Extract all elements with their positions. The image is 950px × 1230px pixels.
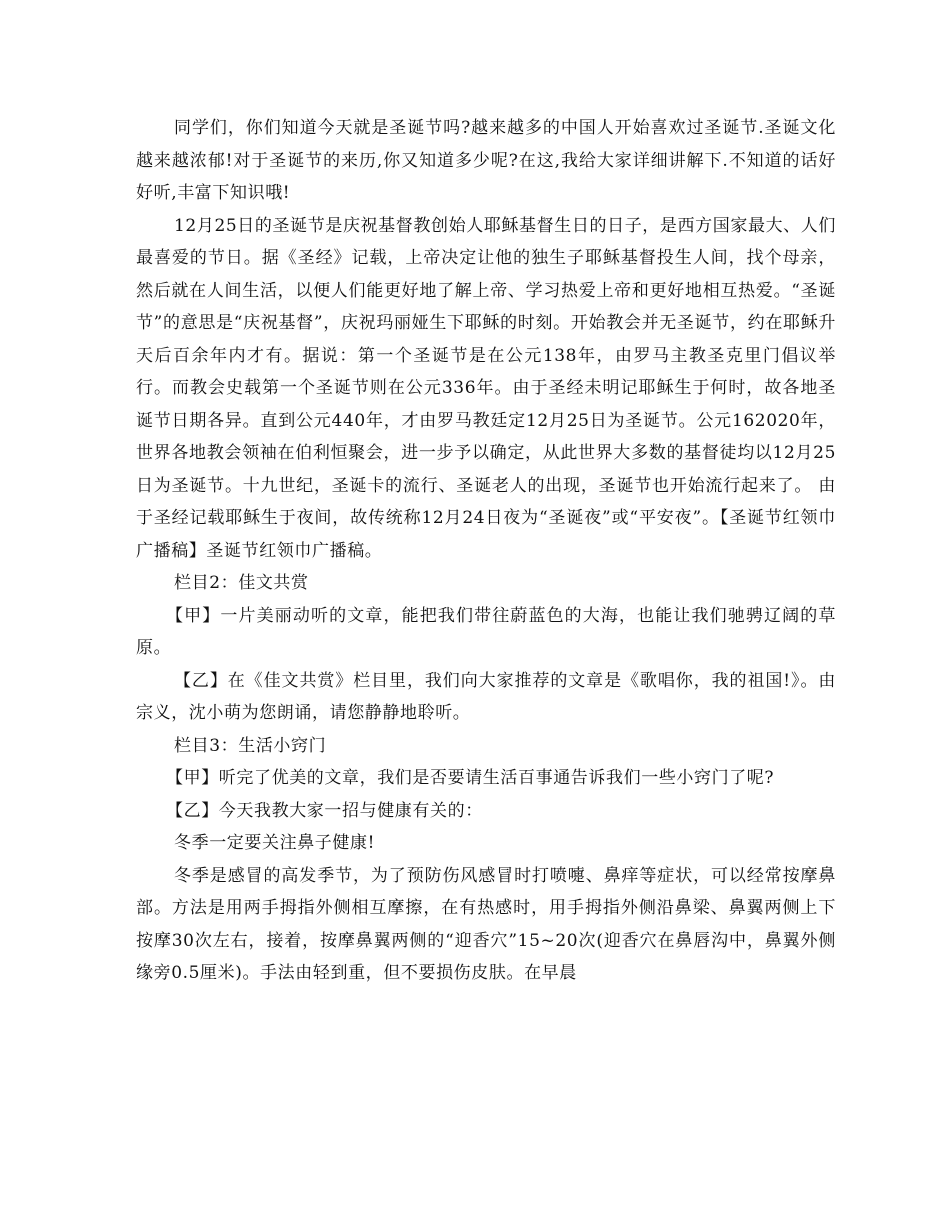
paragraph-jia-1: 【甲】一片美丽动听的文章，能把我们带往蔚蓝色的大海，也能让我们驰骋辽阔的草原。 (136, 605, 836, 658)
paragraph-yi-1: 【乙】在《佳文共赏》栏目里，我们向大家推荐的文章是《歌唱你，我的祖国!》。由宗义，沈小萌为您朗诵，请您静静地聆听。 (136, 670, 836, 723)
paragraph-yi-2: 【乙】今天我教大家一招与健康有关的： (166, 800, 483, 821)
paragraph-history: 12月25日的圣诞节是庆祝基督教创始人耶稣基督生日的日子，是西方国家最大、人们最喜爱的节日。据《圣经》记载，上帝决定让他的独生子耶稣基督投生人间，找个母亲，然后就在人间生活，以便人们能更好地了解上帝、学习热爱上帝和更好地相互热爱。“圣诞节”的意思是“庆祝基督”，庆祝玛丽娅生下耶稣的时刻。开始教会并无圣诞节，约在耶稣升天后百余年内才有。据说：第一个圣诞节是在公元138年，由罗马主教圣克里门倡议举行。而教会史载第一个圣诞节则在公元336年。由于圣经未明记耶稣生于何时，故各地圣诞节日期各异。直到公元440年，才由罗马教廷定12月25日为圣诞节。公元162020年，世界各地教会领袖在伯利恒聚会，进一步予以确定，从此世界大多数的基督徒均以12月25日为圣诞节。十九世纪，圣诞卡的流行、圣诞老人的出现，圣诞节也开始流行起来了。 由于圣经记载耶稣生于夜间，故传统称12月24日夜为“圣诞夜”或“平安夜”。【圣诞节红领巾广播稿】圣诞节红领巾广播稿。 (136, 215, 836, 561)
paragraph-intro: 同学们，你们知道今天就是圣诞节吗?越来越多的中国人开始喜欢过圣诞节.圣诞文化越来越浓郁!对于圣诞节的来历,你又知道多少呢?在这,我给大家详细讲解下.不知道的话好好听,丰富下知识哦! (136, 118, 836, 203)
paragraph-nose-body: 冬季是感冒的高发季节，为了预防伤风感冒时打喷嚏、鼻痒等症状，可以经常按摩鼻部。方法是用两手拇指外侧相互摩擦，在有热感时，用手拇指外侧沿鼻梁、鼻翼两侧上下按摩30次左右，接着，按摩鼻翼两侧的“迎香穴”15~20次(迎香穴在鼻唇沟中，鼻翼外侧缘旁0.5厘米)。手法由轻到重，但不要损伤皮肤。在早晨 (136, 865, 836, 983)
section-heading-3: 栏目3：生活小窍门 (174, 735, 327, 756)
section-heading-2: 栏目2：佳文共赏 (174, 573, 309, 593)
paragraph-jia-2: 【甲】听完了优美的文章，我们是否要请生活百事通告诉我们一些小窍门了呢? (166, 768, 775, 788)
paragraph-nose-title: 冬季一定要关注鼻子健康! (174, 833, 376, 853)
document-page (136, 112, 836, 990)
